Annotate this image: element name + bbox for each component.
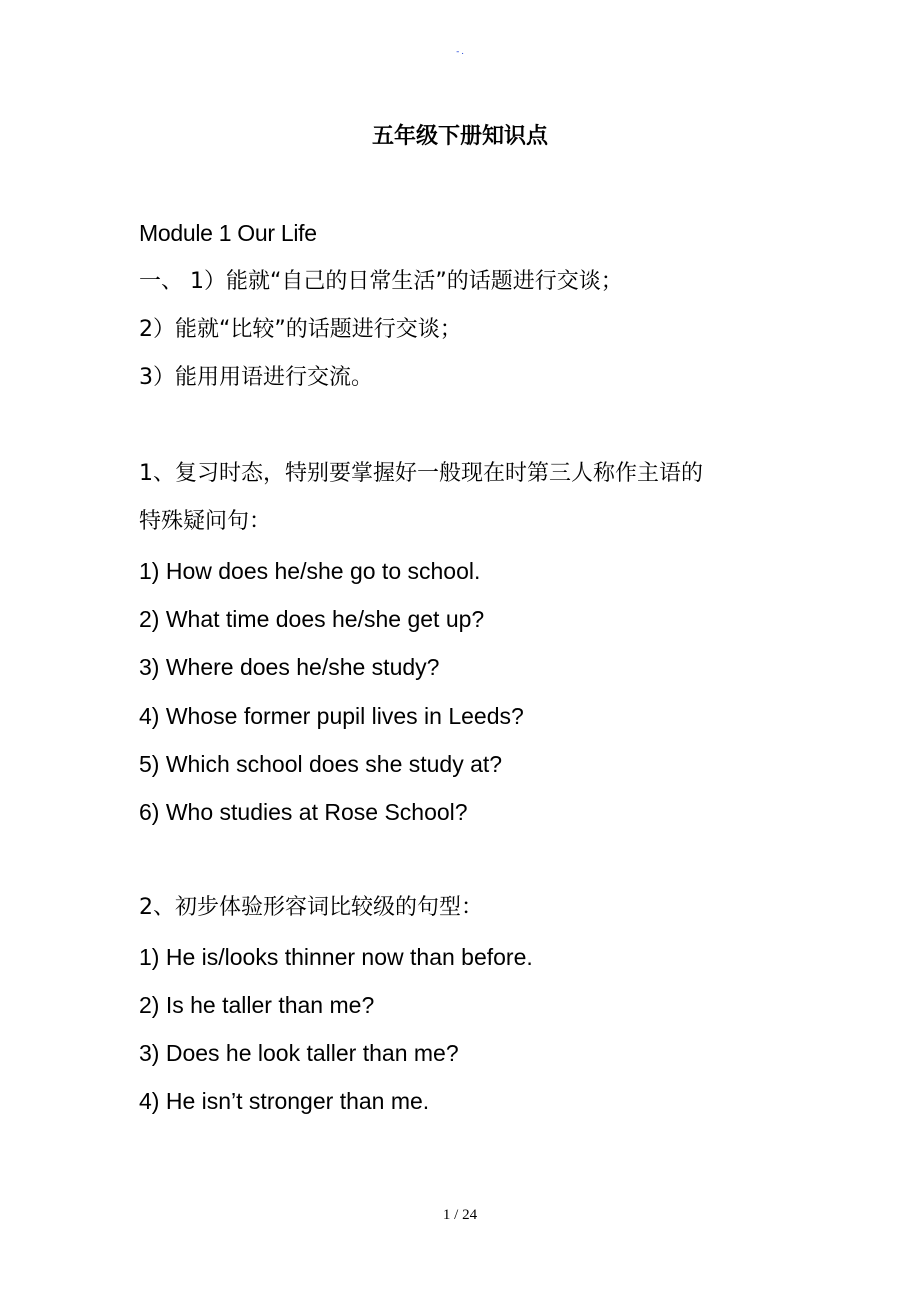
list-item: 3) Does he look taller than me? — [139, 1040, 459, 1066]
list-item: 2) What time does he/she get up? — [139, 606, 485, 632]
section-heading: 1、复习时态，特别要掌握好一般现在时第三人称作主语的 — [139, 461, 703, 486]
page-number: 1 / 24 — [442, 1207, 478, 1223]
list-item: 4) Whose former pupil lives in Leeds? — [139, 703, 524, 729]
document-title: 五年级下册知识点 — [371, 124, 548, 149]
section-heading: 2、初步体验形容词比较级的句型： — [139, 895, 483, 920]
objective-line: 3）能用用语进行交流。 — [139, 365, 373, 390]
list-item: 2) Is he taller than me? — [139, 992, 375, 1018]
header-mark: - . — [456, 46, 464, 56]
section-heading: 特殊疑问句： — [139, 509, 272, 534]
list-item: 6) Who studies at Rose School? — [139, 799, 468, 825]
module-heading: Module 1 Our Life — [139, 220, 317, 246]
objective-line: 2）能就“比较”的话题进行交谈； — [139, 317, 462, 342]
list-item: 1) How does he/she go to school. — [139, 558, 481, 584]
list-item: 5) Which school does she study at? — [139, 751, 503, 777]
list-item: 3) Where does he/she study? — [139, 654, 440, 680]
list-item: 4) He isn’t stronger than me. — [139, 1088, 430, 1114]
list-item: 1) He is/looks thinner now than before. — [139, 944, 533, 970]
objective-line: 一、 1）能就“自己的日常生活”的话题进行交谈； — [139, 269, 623, 294]
